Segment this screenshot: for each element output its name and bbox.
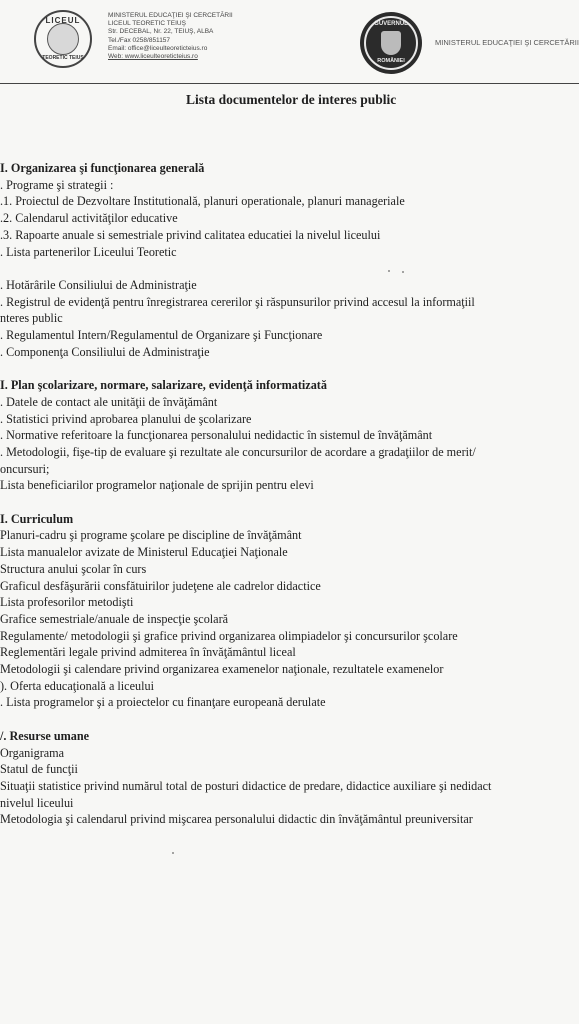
list-item: . Statistici privind aprobarea planului de şcolarizare: [0, 411, 252, 426]
scan-speck: [402, 271, 404, 273]
blank-line: [0, 494, 579, 511]
list-item: ). Oferta educaţională a liceului: [0, 678, 154, 693]
list-item: . Registrul de evidenţă pentru înregistrarea cererilor şi răspunsurilor privind accesul la informaţiil: [0, 294, 475, 309]
blank-line: [0, 260, 579, 277]
list-item: Lista beneficiarilor programelor naţionale de sprijin pentru elevi: [0, 478, 314, 493]
school-logo-text-top: LICEUL: [45, 16, 81, 25]
list-item: .2. Calendarul activităţilor educative: [0, 211, 178, 226]
header-divider: [0, 83, 579, 84]
list-item: Metodologii şi calendare privind organizarea examenelor naţionale, rezultatele examenelor: [0, 662, 444, 676]
list-item: . Hotărârile Consiliului de Administraţie: [0, 277, 197, 292]
section-heading: I. Plan şcolarizare, normare, salarizare, evidenţă informatizată: [0, 378, 327, 393]
list-item: oncursuri;: [0, 461, 50, 476]
list-item: Graficul desfăşurării consfătuirilor judeţene ale cadrelor didactice: [0, 578, 321, 593]
list-item: . Programe şi strategii :: [0, 177, 114, 192]
list-item: .3. Rapoarte anuale si semestriale privind calitatea educatiei la nivelul liceului: [0, 227, 381, 242]
list-item: Situaţii statistice privind numărul total de posturi didactice de predare, didactice auxiliare şi nedidact: [0, 778, 492, 793]
document-title: Lista documentelor de interes public: [186, 92, 397, 107]
government-seal-ring: [364, 16, 418, 70]
blank-line: [0, 360, 579, 377]
ministry-name: MINISTERUL EDUCAŢIEI ŞI CERCETĂRII: [435, 38, 579, 47]
school-info-line: Email: office@liceulteoreticteius.ro: [108, 44, 208, 52]
list-item: Reglementări legale privind admiterea în învăţământul liceal: [0, 645, 296, 660]
list-item: . Metodologii, fişe-tip de evaluare şi rezultate ale concursurilor de acordare a gradaţiilor de merit/: [0, 444, 476, 459]
list-item: Organigrama: [0, 745, 65, 760]
coat-of-arms-icon: [381, 31, 401, 55]
letterhead: [0, 0, 579, 84]
school-info-line: Web: www.liceulteoreticteius.ro: [108, 53, 198, 61]
school-contact-info: [108, 12, 278, 61]
list-item: . Lista partenerilor Liceului Teoretic: [0, 244, 177, 259]
school-logo: [34, 10, 92, 68]
school-info-line: MINISTERUL EDUCAŢIEI ŞI CERCETĂRII: [108, 12, 233, 19]
list-item: Planuri-cadru şi programe şcolare pe discipline de învăţământ: [0, 528, 302, 543]
list-item: . Datele de contact ale unităţii de învăţământ: [0, 394, 218, 409]
list-item: Lista profesorilor metodişti: [0, 595, 134, 610]
government-seal: [360, 12, 422, 74]
list-item: Lista manualelor avizate de Ministerul Educaţiei Naţionale: [0, 545, 288, 560]
list-item: . Lista programelor şi a proiectelor cu finanţare europeană derulate: [0, 695, 326, 710]
list-item: . Regulamentul Intern/Regulamentul de Organizare şi Funcţionare: [0, 328, 323, 342]
list-item: Statul de funcţii: [0, 762, 78, 777]
school-logo-emblem: [47, 23, 79, 55]
list-item: nivelul liceului: [0, 795, 74, 810]
list-item: Structura anului şcolar în curs: [0, 561, 147, 576]
school-info-line: LICEUL TEORETIC TEIUŞ: [108, 20, 186, 28]
list-item: Metodologia şi calendarul privind mişcarea personalului didactic din învăţământul preuniversitar: [0, 812, 473, 827]
school-info-line: Str. DECEBAL, Nr. 22, TEIUŞ, ALBA: [108, 28, 214, 36]
blank-line: [0, 711, 579, 728]
government-seal-text-top: GUVERNUL: [374, 21, 408, 27]
section-heading: I. Curriculum: [0, 511, 74, 526]
government-seal-text-bottom: ROMÂNIEI: [377, 58, 405, 64]
school-logo-text-bottom: TEORETIC TEIUŞ: [42, 55, 84, 61]
list-item: . Normative referitoare la funcţionarea personalului nedidactic în sistemul de învăţământ: [0, 428, 433, 443]
list-item: nteres public: [0, 311, 63, 326]
list-item: .1. Proiectul de Dezvoltare Institutională, planuri operationale, planuri manageriale: [0, 194, 405, 209]
section-heading: /. Resurse umane: [0, 728, 90, 743]
list-item: Grafice semestriale/anuale de inspecţie şcolară: [0, 611, 229, 626]
section-heading: I. Organizarea şi funcţionarea generală: [0, 161, 205, 175]
scan-speck: [388, 270, 390, 272]
list-item: Regulamente/ metodologii şi grafice privind organizarea olimpiadelor şi concursurilor şcolare: [0, 628, 458, 643]
list-item: . Componenţa Consiliului de Administraţie: [0, 344, 210, 359]
school-info-line: Tel./Fax 0258/851157: [108, 36, 171, 44]
scan-speck: [172, 852, 174, 854]
